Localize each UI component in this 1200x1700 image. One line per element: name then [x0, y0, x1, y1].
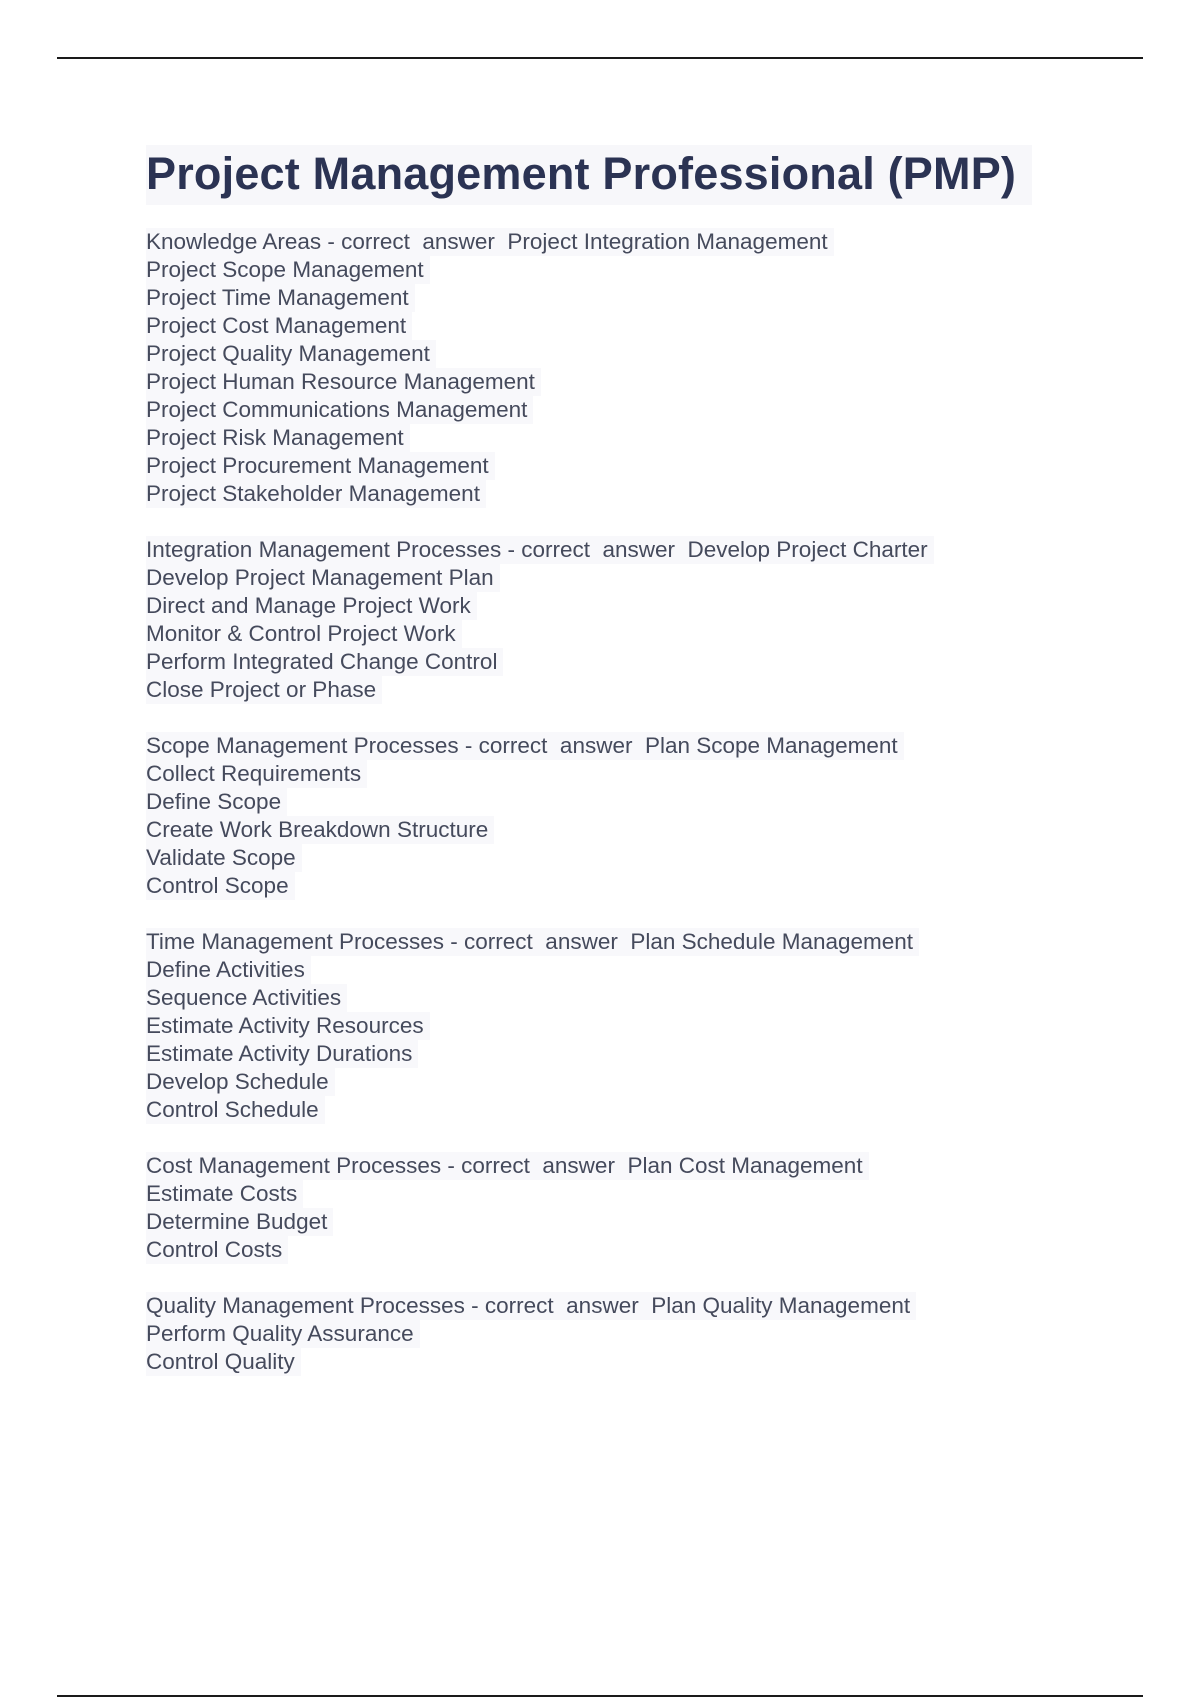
answer-line: Estimate Costs [146, 1180, 303, 1208]
answer-line: Estimate Activity Resources [146, 1012, 430, 1040]
qa-first-line [146, 732, 904, 760]
question-text: Scope Management Processes [146, 733, 459, 758]
answer-line: Validate Scope [146, 844, 302, 872]
answer-line: Perform Integrated Change Control [146, 648, 503, 676]
answer-line: Project Stakeholder Management [146, 480, 486, 508]
answer-line: Direct and Manage Project Work [146, 592, 477, 620]
answer-separator: - correct answer [458, 733, 645, 758]
answer-line: Create Work Breakdown Structure [146, 816, 494, 844]
answer-line: Define Scope [146, 788, 287, 816]
answer-line: Project Scope Management [146, 256, 430, 284]
answer-separator: - correct answer [464, 1293, 652, 1318]
answer-line: Perform Quality Assurance [146, 1320, 420, 1348]
qa-first-line [146, 928, 919, 956]
qa-list [146, 228, 1096, 1376]
qa-item [146, 228, 1096, 508]
answer-separator: - correct answer [501, 537, 688, 562]
question-text: Time Management Processes [146, 929, 445, 954]
answer-line: Control Quality [146, 1348, 301, 1376]
answer-line: Define Activities [146, 956, 311, 984]
answer-text: Plan Quality Management [651, 1293, 911, 1318]
answer-line: Project Communications Management [146, 396, 533, 424]
answer-text: Develop Project Charter [687, 537, 928, 562]
answer-line: Develop Schedule [146, 1068, 335, 1096]
answer-line: Project Cost Management [146, 312, 412, 340]
answer-line: Project Quality Management [146, 340, 436, 368]
answer-text: Plan Schedule Management [630, 929, 914, 954]
page-title: Project Management Professional (PMP) [146, 145, 1032, 205]
document-body [146, 145, 1096, 1404]
answer-line: Control Schedule [146, 1096, 325, 1124]
answer-line: Project Risk Management [146, 424, 410, 452]
answer-line: Project Time Management [146, 284, 415, 312]
answer-separator: - correct answer [444, 929, 631, 954]
answer-line: Sequence Activities [146, 984, 347, 1012]
bottom-rule [57, 1695, 1143, 1697]
qa-item [146, 732, 1096, 900]
answer-text: Plan Scope Management [644, 733, 898, 758]
answer-line: Close Project or Phase [146, 676, 382, 704]
answer-text: Project Integration Management [507, 229, 828, 254]
question-text: Cost Management Processes [146, 1153, 442, 1178]
qa-first-line [146, 536, 934, 564]
answer-text: Plan Cost Management [627, 1153, 863, 1178]
question-text: Integration Management Processes [146, 537, 502, 562]
top-rule [57, 57, 1143, 59]
answer-line: Control Costs [146, 1236, 288, 1264]
qa-item [146, 1152, 1096, 1264]
answer-separator: - correct answer [321, 229, 508, 254]
answer-line: Collect Requirements [146, 760, 367, 788]
question-text: Knowledge Areas [146, 229, 322, 254]
answer-line: Estimate Activity Durations [146, 1040, 418, 1068]
answer-line: Project Human Resource Management [146, 368, 541, 396]
qa-first-line [146, 1152, 869, 1180]
qa-item [146, 536, 1096, 704]
qa-first-line [146, 228, 834, 256]
answer-separator: - correct answer [441, 1153, 628, 1178]
qa-first-line [146, 1292, 916, 1320]
question-text: Quality Management Processes [146, 1293, 465, 1318]
answer-line: Project Procurement Management [146, 452, 495, 480]
answer-line: Control Scope [146, 872, 295, 900]
qa-item [146, 1292, 1096, 1376]
qa-item [146, 928, 1096, 1124]
answer-line: Develop Project Management Plan [146, 564, 500, 592]
answer-line: Monitor & Control Project Work [146, 620, 462, 648]
answer-line: Determine Budget [146, 1208, 333, 1236]
